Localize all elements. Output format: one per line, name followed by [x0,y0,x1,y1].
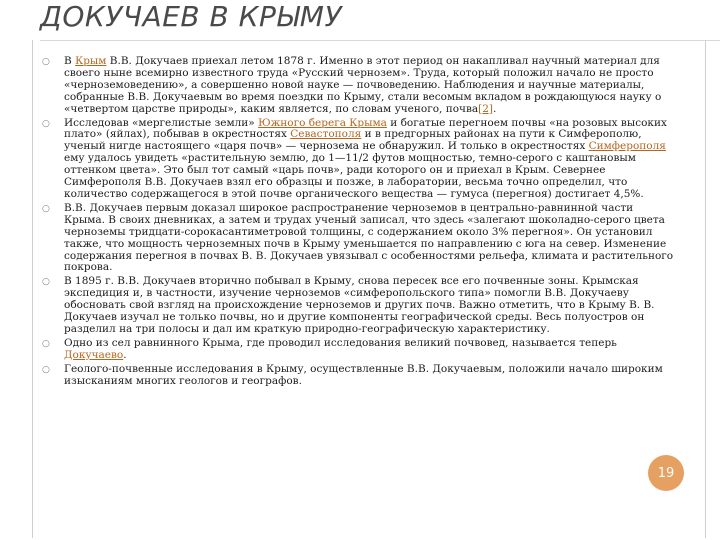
list-item [40,338,676,362]
link-dokuchaevo[interactable]: Докучаево [64,348,124,361]
bullet-icon: ○ [42,118,50,129]
paragraph-text: Исследовав «мергелистые земли» [64,116,259,129]
bullet-list [40,56,676,389]
bullet-icon: ○ [42,57,50,67]
page-number-badge: 19 [648,455,684,491]
list-item [40,118,676,201]
paragraph-text: В.В. Докучаев первым доказал широкое распространение черноземов в центрально-равнинной части Крыма. В своих дневниках, а затем и трудах ученый записал, что здесь «залегают шоколадно-серого цвета черноземы тридцати-сорокасантиметровой толщины, с содержанием около 3% перегноя». Он установил также, что мощность черноземных почв в Крыму уменьшается по направлению с юга на север. Изменение содержания перегноя в почвах В. В. Докучаев увязывал с особенностями рельефа, климата и растительного покрова. [64,201,674,274]
bullet-icon: ○ [42,277,50,288]
bullet-icon: ○ [42,364,50,375]
paragraph-text: В.В. Докучаев приехал летом 1878 г. Именно в этот период он накапливал научный материал для своего ныне всемирно известного труда «Русский чернозем». Труда, который положил начало не просто «черноземоведению», а совершенно новой науке — почвоведению. Наблюдения и научные материалы, собранные В.В. Докучаевым во время поездки по Крыму, стали весомым вкладом в рождающуюся науку о «четвертом царстве природы», каким является, по словам ученого, почва [64,55,662,115]
paragraph-text: Геолого-почвенные исследования в Крыму, осуществленные В.В. Докучаевым, положили начало широким изысканиям многих геологов и географов. [64,362,663,387]
paragraph-text: и богатые перегноем почвы «на розовых высоких плато» (яйлах), побывав в окрестностях [64,116,667,141]
paragraph-text: Одно из сел равнинного Крыма, где проводил исследования великий почвовед, называется теперь [64,336,617,349]
paragraph-text: ему удалось увидеть «растительную землю, до 1—11/2 футов мощностью, темно-серого с каштановым оттенком цвета». Это был тот самый «царь почв», ради которого он и приехал в Крым. Севернее Симферополя В.В. Докучаев взял его образцы и позже, в лаборатории, весьма точно определил, что количество содержащегося в этой почве органического вещества — гумуса (перегноя) достигает 4,5%. [64,152,644,200]
paragraph-text: В 1895 г. В.В. Докучаев вторично побывал в Крыму, снова пересек все его почвенные зоны. Крымская экспедиция и, в частности, изучение черноземов «симферопольского типа» помогли В.В. Докучаеву обосновать свой взгляд на происхождение черноземов и других почв. Важно отметить, что в Крыму В. В. Докучаев изучал не только почвы, но и другие компоненты географической среды. Весь полуостров он разделил на три полосы и дал им краткую природно-географическую характеристику. [64,275,655,335]
link-footnote-2[interactable]: [2] [478,102,494,115]
list-item [40,56,676,116]
list-item [40,203,676,274]
link-crimea[interactable]: Крым [75,55,107,67]
link-south-coast[interactable]: Южного берега Крыма [258,116,387,129]
bullet-icon: ○ [42,203,50,214]
paragraph-text: В [64,55,76,67]
paragraph-text: . [123,348,127,361]
list-item [40,276,676,336]
paragraph-text: . [493,102,497,115]
slide-title: ДОКУЧАЕВ В КРЫМУ [40,0,343,33]
paragraph-text: и в предгорных районах на пути к Симферополю, ученый нигде настоящего «царя почв» — чернозема не обнаружил. И только в окрестностях [64,128,642,153]
link-sevastopol[interactable]: Севастополя [290,128,362,141]
list-item [40,364,676,388]
link-simferopol[interactable]: Симферополя [588,140,666,153]
bullet-icon: ○ [42,338,50,349]
